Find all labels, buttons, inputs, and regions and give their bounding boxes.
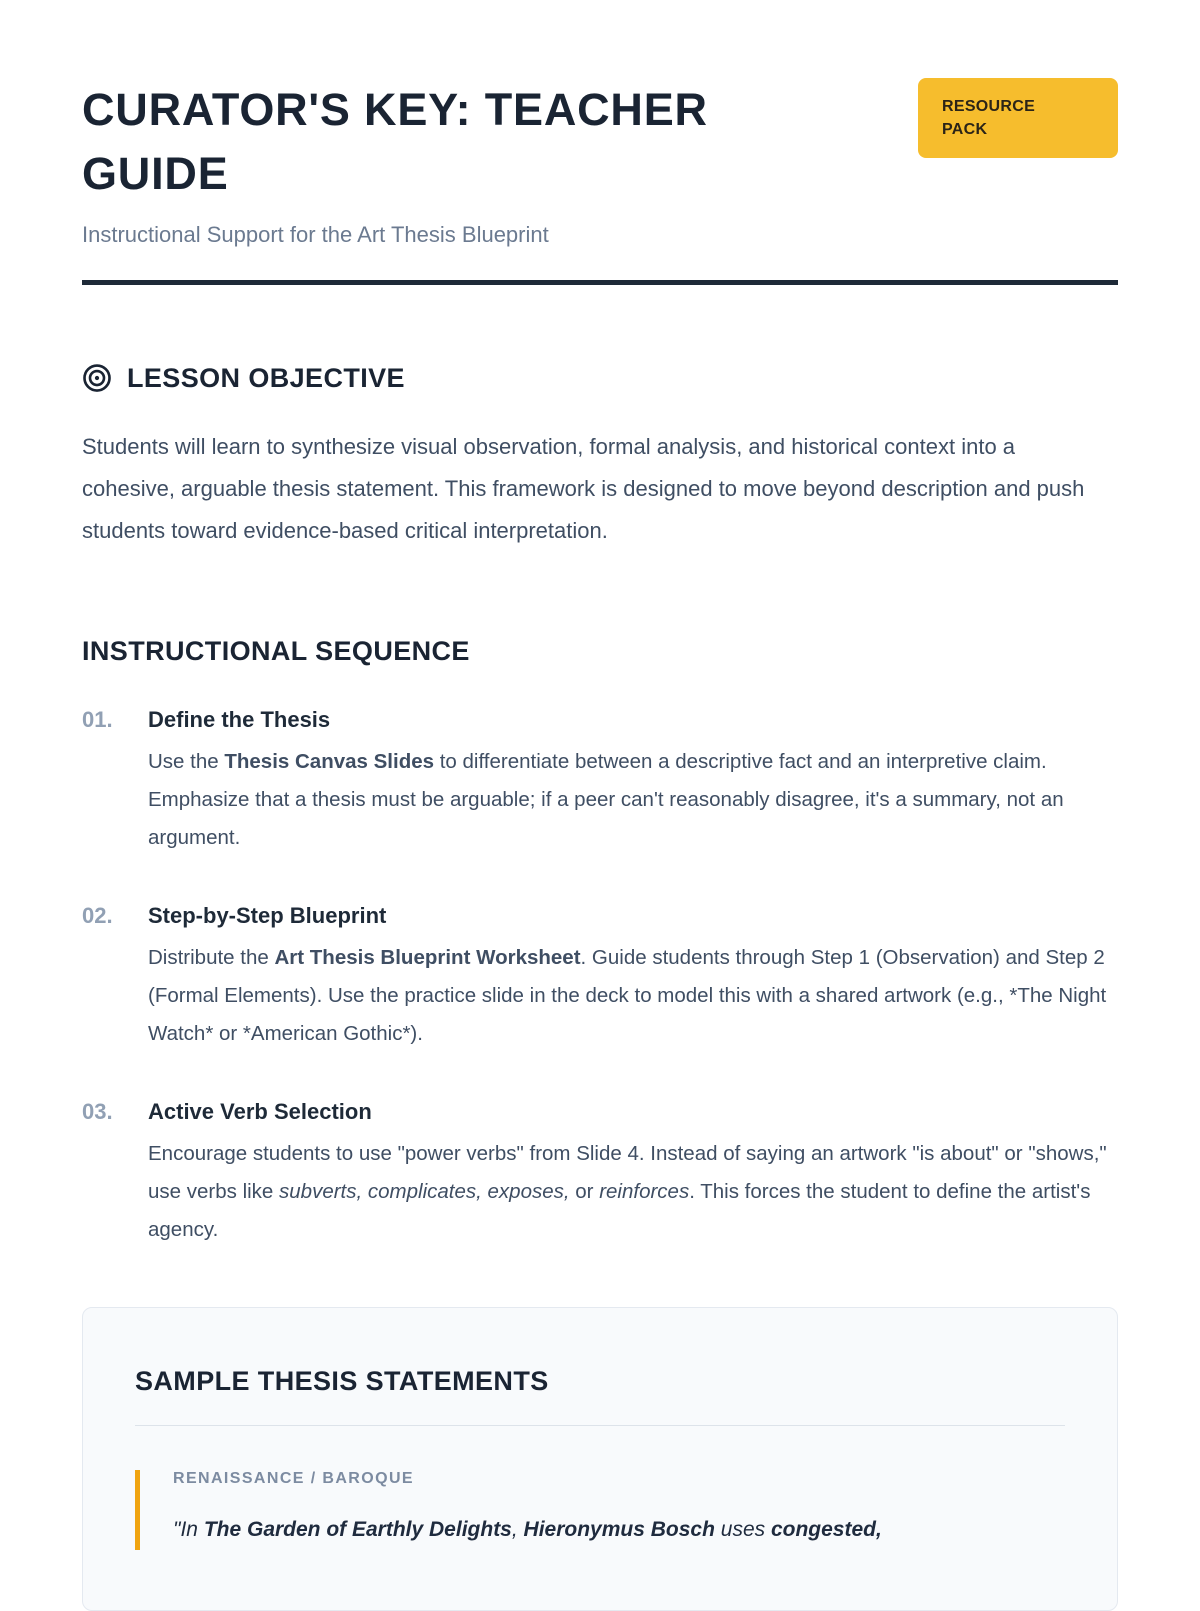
target-icon: [82, 363, 112, 393]
lesson-objective-body: Students will learn to synthesize visual observation, formal analysis, and historical context into a cohesive, arguable thesis statement. This framework is designed to move beyond description and push students toward evidence-based critical interpretation.: [82, 433, 1085, 543]
sequence-list: [82, 707, 1118, 1249]
page-subtitle: Instructional Support for the Art Thesis Blueprint: [82, 221, 549, 247]
resource-pack-badge: [918, 78, 1118, 158]
instructional-sequence-heading: INSTRUCTIONAL SEQUENCE: [82, 635, 470, 666]
lesson-objective-heading: LESSON OBJECTIVE: [127, 362, 405, 393]
step-title: Define the Thesis: [148, 706, 331, 732]
header-divider: [82, 280, 1118, 285]
step-number: 02.: [82, 902, 113, 928]
step-content: [148, 707, 1118, 857]
resource-pack-badge-label: RESOURCE PACK: [942, 98, 1036, 139]
sample-thesis-card: [82, 1307, 1118, 1611]
quote-text: "In The Garden of Earthly Delights, Hieronymus Bosch uses congested,: [173, 1517, 882, 1541]
lesson-objective-section: [82, 363, 1118, 552]
list-item-define-thesis: [82, 707, 1118, 857]
step-number: 01.: [82, 706, 113, 732]
quote-era-label: RENAISSANCE / BAROQUE: [173, 1469, 414, 1487]
instructional-sequence-section: [82, 636, 1118, 1249]
step-body: Encourage students to use "power verbs" from Slide 4. Instead of saying an artwork "is about" or "shows," use verbs like subverts, complicates, exposes, or reinforces. This forces the student to define the artist's agency.: [148, 1141, 1107, 1241]
step-content: [148, 903, 1118, 1053]
step-body: Use the Thesis Canvas Slides to differentiate between a descriptive fact and an interpretive claim. Emphasize that a thesis must be arguable; if a peer can't reasonably disagree, it's a summary, not an argument.: [148, 749, 1064, 849]
lesson-objective-heading-row: [82, 363, 1118, 394]
step-title: Active Verb Selection: [148, 1098, 372, 1124]
thesis-quote-block: [135, 1470, 1065, 1550]
card-divider: [135, 1425, 1065, 1426]
header: [82, 78, 1118, 285]
step-title: Step-by-Step Blueprint: [148, 902, 387, 928]
step-content: [148, 1099, 1118, 1249]
sample-thesis-heading: SAMPLE THESIS STATEMENTS: [135, 1365, 549, 1396]
step-body: Distribute the Art Thesis Blueprint Worksheet. Guide students through Step 1 (Observation) and Step 2 (Formal Elements). Use the practice slide in the deck to model this with a shared artwork (e.g., *The Night Watch* or *American Gothic*).: [148, 945, 1107, 1045]
list-item-step-by-step-blueprint: [82, 903, 1118, 1053]
list-item-active-verb-selection: [82, 1099, 1118, 1249]
step-number: 03.: [82, 1098, 113, 1124]
page-title: CURATOR'S KEY: TEACHER GUIDE: [82, 84, 708, 199]
